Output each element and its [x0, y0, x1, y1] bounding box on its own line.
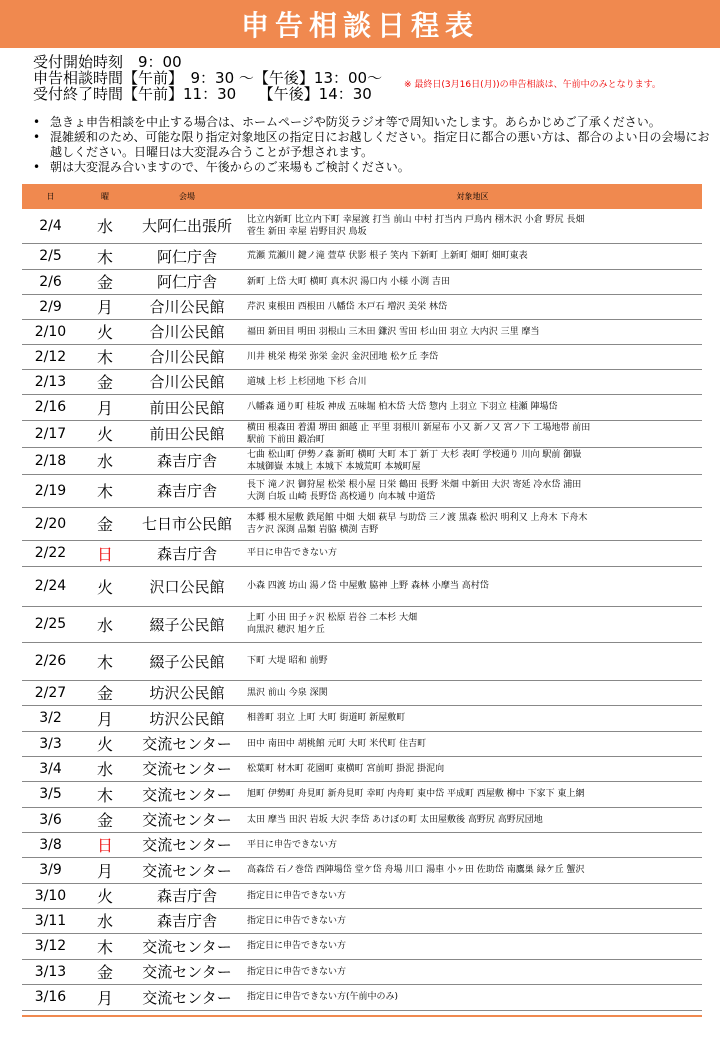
areas-cell: 平日に申告できない方 — [243, 832, 702, 857]
venue-cell: 坊沢公民館 — [131, 680, 243, 705]
venue-cell: 交流センター — [131, 832, 243, 857]
date-cell: 2/27 — [22, 680, 79, 705]
areas-cell: 長下 滝ノ沢 御狩屋 松栄 根小屋 日栄 鶴田 長野 米畑 中新田 大沢 寄延 冷水岱 浦田 大渕 白坂 山崎 長野岱 高校通り 向本城 中道岱 — [243, 474, 702, 507]
areas-cell: 小森 四渡 坊山 湯ノ岱 中屋敷 脇神 上野 森林 小摩当 高村岱 — [243, 566, 702, 606]
day-of-week-cell: 火 — [79, 420, 131, 447]
venue-cell: 森吉庁舎 — [131, 447, 243, 474]
date-cell: 2/5 — [22, 243, 79, 269]
venue-cell: 坊沢公民館 — [131, 705, 243, 731]
table-row — [22, 680, 702, 705]
time-info — [33, 54, 382, 102]
date-cell: 3/16 — [22, 984, 79, 1010]
day-of-week-cell: 金 — [79, 269, 131, 294]
table-row — [22, 606, 702, 642]
venue-cell: 交流センター — [131, 731, 243, 756]
reception-start: 受付開始時刻 9：00 — [33, 53, 182, 71]
date-cell: 3/13 — [22, 959, 79, 984]
table-row — [22, 209, 702, 243]
venue-cell: 前田公民館 — [131, 394, 243, 420]
venue-cell: 交流センター — [131, 933, 243, 959]
table-row — [22, 344, 702, 369]
date-cell: 2/18 — [22, 447, 79, 474]
schedule-table — [22, 184, 702, 1011]
day-of-week-cell: 月 — [79, 294, 131, 319]
note-item: • 急きょ申告相談を中止する場合は、ホームページや防災ラジオ等で周知いたします。あらかじめご了承ください。 — [30, 115, 710, 130]
date-cell: 2/13 — [22, 369, 79, 394]
day-of-week-cell: 月 — [79, 984, 131, 1010]
day-of-week-cell: 水 — [79, 606, 131, 642]
day-of-week-cell: 日 — [79, 540, 131, 566]
venue-cell: 大阿仁出張所 — [131, 209, 243, 243]
areas-cell: 高森岱 石ノ巻岱 西陣場岱 堂ケ岱 舟場 川口 湯車 小ヶ田 佐助岱 南鷹巣 緑ケ丘 蟹沢 — [243, 857, 702, 883]
header-areas: 対象地区 — [243, 184, 702, 209]
venue-cell: 沢口公民館 — [131, 566, 243, 606]
venue-cell: 合川公民館 — [131, 294, 243, 319]
areas-cell: 荒瀬 荒瀬川 鍵ノ滝 萱草 伏影 根子 笑内 下新町 上新町 畑町 畑町東表 — [243, 243, 702, 269]
areas-cell: 福田 新田目 明田 羽根山 三木田 鎌沢 雪田 杉山田 羽立 大内沢 三里 摩当 — [243, 319, 702, 344]
venue-cell: 阿仁庁舎 — [131, 269, 243, 294]
date-cell: 3/5 — [22, 781, 79, 807]
note-item: • 混雑緩和のため、可能な限り指定対象地区の指定日にお越しください。指定日に都合の悪い方は、都合のよい日の会場にお越しください。日曜日は大変混み合うことが予想されます。 — [30, 130, 710, 160]
table-row — [22, 807, 702, 832]
venue-cell: 交流センター — [131, 807, 243, 832]
table-row — [22, 908, 702, 933]
table-row — [22, 243, 702, 269]
date-cell: 3/8 — [22, 832, 79, 857]
areas-cell: 比立内新町 比立内下町 幸屋渡 打当 前山 中村 打当内 戸鳥内 栩木沢 小倉 野尻 長畑 菅生 新田 幸屋 岩野目沢 鳥坂 — [243, 209, 702, 243]
areas-cell: 指定日に申告できない方 — [243, 883, 702, 908]
table-row — [22, 883, 702, 908]
table-row — [22, 369, 702, 394]
day-of-week-cell: 水 — [79, 908, 131, 933]
table-row — [22, 959, 702, 984]
day-of-week-cell: 金 — [79, 807, 131, 832]
table-row — [22, 705, 702, 731]
venue-cell: 綴子公民館 — [131, 606, 243, 642]
table-row — [22, 507, 702, 540]
last-day-note: ※ 最終日(3月16日(月))の申告相談は、午前中のみとなります。 — [404, 80, 661, 90]
venue-cell: 阿仁庁舎 — [131, 243, 243, 269]
day-of-week-cell: 木 — [79, 474, 131, 507]
table-row — [22, 447, 702, 474]
venue-cell: 合川公民館 — [131, 344, 243, 369]
day-of-week-cell: 火 — [79, 731, 131, 756]
date-cell: 2/25 — [22, 606, 79, 642]
note-item: • 朝は大変混み合いますので、午後からのご来場もご検討ください。 — [30, 160, 710, 175]
date-cell: 2/20 — [22, 507, 79, 540]
areas-cell: 旭町 伊勢町 舟見町 新舟見町 幸町 内舟町 東中岱 平成町 西屋敷 柳中 下家下 東上網 — [243, 781, 702, 807]
date-cell: 3/11 — [22, 908, 79, 933]
table-row — [22, 319, 702, 344]
notes-list — [30, 115, 710, 175]
day-of-week-cell: 木 — [79, 243, 131, 269]
day-of-week-cell: 木 — [79, 344, 131, 369]
date-cell: 3/6 — [22, 807, 79, 832]
day-of-week-cell: 金 — [79, 369, 131, 394]
areas-cell: 太田 摩当 田沢 岩坂 大沢 李岱 あけぼの町 太田屋敷後 高野尻 高野尻団地 — [243, 807, 702, 832]
bottom-rule — [22, 1015, 702, 1017]
day-of-week-cell: 月 — [79, 857, 131, 883]
areas-cell: 平日に申告できない方 — [243, 540, 702, 566]
date-cell: 3/4 — [22, 756, 79, 781]
table-row — [22, 642, 702, 680]
day-of-week-cell: 金 — [79, 959, 131, 984]
day-of-week-cell: 木 — [79, 781, 131, 807]
day-of-week-cell: 金 — [79, 680, 131, 705]
areas-cell: 指定日に申告できない方 — [243, 933, 702, 959]
day-of-week-cell: 火 — [79, 319, 131, 344]
areas-cell: 上町 小田 田子ヶ沢 松原 岩谷 二本杉 大畑 向黒沢 穂沢 旭ケ丘 — [243, 606, 702, 642]
date-cell: 2/22 — [22, 540, 79, 566]
table-row — [22, 857, 702, 883]
date-cell: 2/12 — [22, 344, 79, 369]
date-cell: 3/2 — [22, 705, 79, 731]
areas-cell: 横田 根森田 着淵 堺田 細越 止 平里 羽根川 新屋布 小又 新ノ又 宮ノ下 工場地帯 前田 駅前 下前田 鍛冶町 — [243, 420, 702, 447]
day-of-week-cell: 日 — [79, 832, 131, 857]
areas-cell: 道城 上杉 上杉団地 下杉 合川 — [243, 369, 702, 394]
day-of-week-cell: 月 — [79, 394, 131, 420]
date-cell: 2/10 — [22, 319, 79, 344]
header-date: 日 — [22, 184, 79, 209]
table-row — [22, 832, 702, 857]
venue-cell: 合川公民館 — [131, 319, 243, 344]
table-row — [22, 474, 702, 507]
venue-cell: 森吉庁舎 — [131, 908, 243, 933]
day-of-week-cell: 水 — [79, 447, 131, 474]
date-cell: 2/16 — [22, 394, 79, 420]
table-row — [22, 294, 702, 319]
day-of-week-cell: 火 — [79, 566, 131, 606]
day-of-week-cell: 火 — [79, 883, 131, 908]
day-of-week-cell: 水 — [79, 209, 131, 243]
day-of-week-cell: 木 — [79, 642, 131, 680]
areas-cell: 新町 上岱 大町 横町 真木沢 湯口内 小様 小渕 吉田 — [243, 269, 702, 294]
areas-cell: 指定日に申告できない方 — [243, 959, 702, 984]
date-cell: 2/17 — [22, 420, 79, 447]
venue-cell: 交流センター — [131, 984, 243, 1010]
reception-end: 受付終了時間【午前】11：30 【午後】14：30 — [33, 85, 372, 103]
areas-cell: 七曲 松山町 伊勢ノ森 新町 横町 大町 本丁 新丁 大杉 表町 学校通り 川向 駅前 御嶽 本城御嶽 本城上 本城下 本城荒町 本城町屋 — [243, 447, 702, 474]
areas-cell: 黒沢 前山 今泉 深関 — [243, 680, 702, 705]
venue-cell: 森吉庁舎 — [131, 474, 243, 507]
table-row — [22, 394, 702, 420]
areas-cell: 八幡森 通り町 桂坂 神成 五味堀 柏木岱 大岱 惣内 上羽立 下羽立 桂瀬 陣場岱 — [243, 394, 702, 420]
header-venue: 会場 — [131, 184, 243, 209]
areas-cell: 相善町 羽立 上町 大町 街道町 新屋敷町 — [243, 705, 702, 731]
date-cell: 2/9 — [22, 294, 79, 319]
table-row — [22, 420, 702, 447]
areas-cell: 川井 桃栄 梅栄 弥栄 金沢 金沢団地 松ケ丘 李岱 — [243, 344, 702, 369]
consult-hours: 申告相談時間【午前】 9：30 〜【午後】13：00〜 — [33, 69, 383, 87]
table-header-row — [22, 184, 702, 209]
areas-cell: 本郷 根木屋敷 鉄尾館 中畑 大畑 萩早 与助岱 三ノ渡 黒森 松沢 明利又 上舟木 下舟木 吉ケ沢 深渕 品類 岩脇 横渕 吉野 — [243, 507, 702, 540]
venue-cell: 前田公民館 — [131, 420, 243, 447]
venue-cell: 交流センター — [131, 959, 243, 984]
venue-cell: 森吉庁舎 — [131, 883, 243, 908]
areas-cell: 松葉町 材木町 花園町 東横町 宮前町 掛泥 掛泥向 — [243, 756, 702, 781]
day-of-week-cell: 金 — [79, 507, 131, 540]
table-row — [22, 540, 702, 566]
table-row — [22, 984, 702, 1010]
venue-cell: 合川公民館 — [131, 369, 243, 394]
table-row — [22, 756, 702, 781]
date-cell: 2/19 — [22, 474, 79, 507]
date-cell: 3/9 — [22, 857, 79, 883]
date-cell: 3/12 — [22, 933, 79, 959]
areas-cell: 下町 大堤 昭和 前野 — [243, 642, 702, 680]
day-of-week-cell: 木 — [79, 933, 131, 959]
venue-cell: 森吉庁舎 — [131, 540, 243, 566]
venue-cell: 綴子公民館 — [131, 642, 243, 680]
table-row — [22, 781, 702, 807]
date-cell: 3/10 — [22, 883, 79, 908]
page-title: 申告相談日程表 — [0, 0, 720, 48]
table-row — [22, 731, 702, 756]
date-cell: 3/3 — [22, 731, 79, 756]
date-cell: 2/4 — [22, 209, 79, 243]
venue-cell: 交流センター — [131, 756, 243, 781]
date-cell: 2/24 — [22, 566, 79, 606]
areas-cell: 芹沢 東根田 西根田 八幡岱 木戸石 増沢 美栄 林岱 — [243, 294, 702, 319]
venue-cell: 交流センター — [131, 781, 243, 807]
venue-cell: 七日市公民館 — [131, 507, 243, 540]
areas-cell: 田中 南田中 胡桃館 元町 大町 米代町 住吉町 — [243, 731, 702, 756]
table-row — [22, 566, 702, 606]
venue-cell: 交流センター — [131, 857, 243, 883]
day-of-week-cell: 月 — [79, 705, 131, 731]
header-dow: 曜 — [79, 184, 131, 209]
date-cell: 2/26 — [22, 642, 79, 680]
table-row — [22, 269, 702, 294]
areas-cell: 指定日に申告できない方(午前中のみ) — [243, 984, 702, 1010]
day-of-week-cell: 水 — [79, 756, 131, 781]
areas-cell: 指定日に申告できない方 — [243, 908, 702, 933]
date-cell: 2/6 — [22, 269, 79, 294]
table-row — [22, 933, 702, 959]
